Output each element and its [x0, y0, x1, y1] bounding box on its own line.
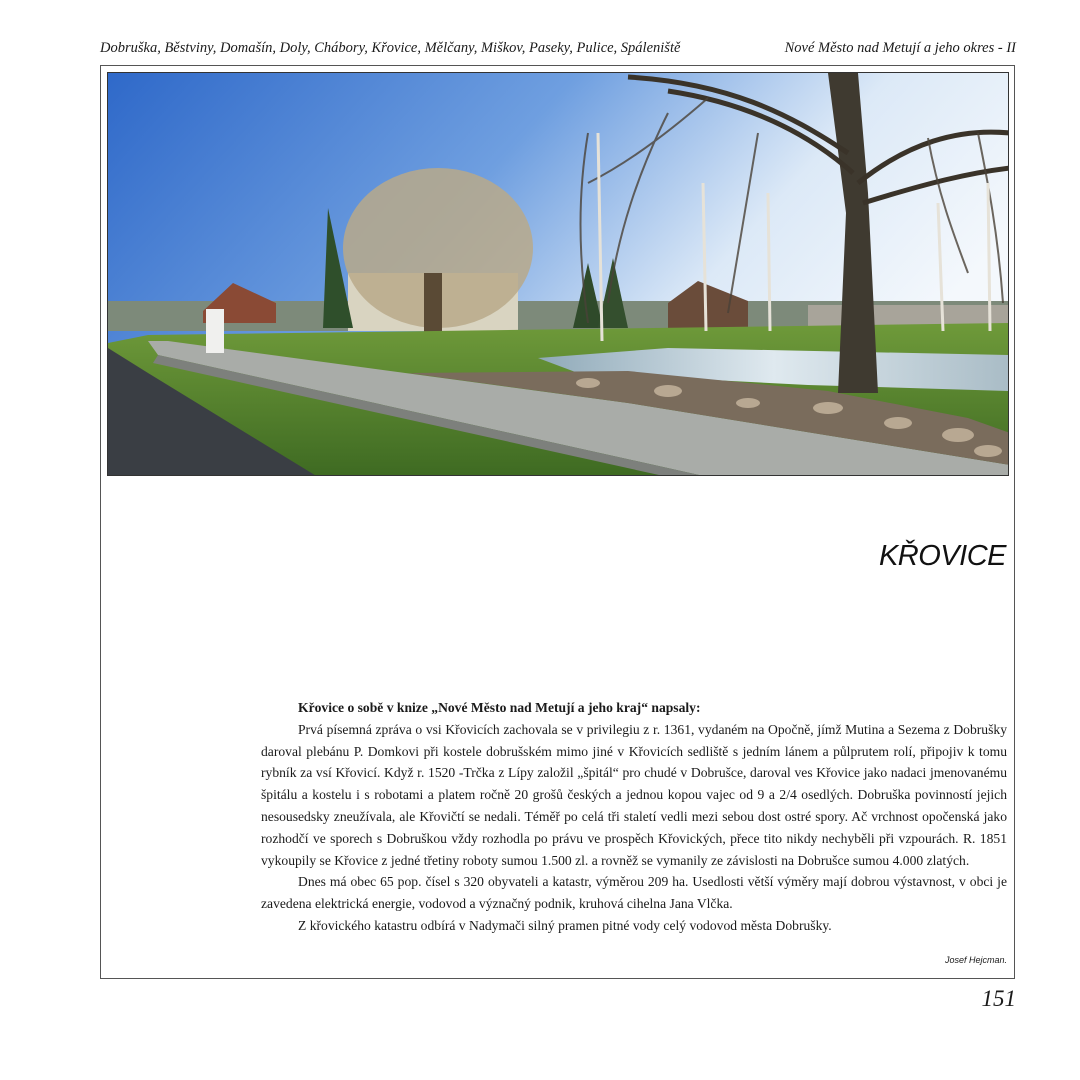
running-header-villages: Dobruška, Běstviny, Domašín, Doly, Chábory, Křovice, Mělčany, Miškov, Paseky, Pulice, Spáleniště — [100, 40, 681, 56]
article-text — [261, 697, 1007, 937]
running-header-book-title: Nové Město nad Metují a jeho okres - II — [784, 40, 1016, 56]
section-title: KŘOVICE — [878, 540, 1006, 572]
article-paragraph: Z křovického katastru odbírá v Nadymači silný pramen pitné vody celý vodovod města Dobrušky. — [298, 917, 832, 933]
page-number: 151 — [981, 986, 1016, 1011]
author-signature: Josef Hejcman. — [944, 955, 1007, 965]
article-paragraph: Prvá písemná zpráva o vsi Křovicích zachovala se v privilegiu z r. 1361, vydaném na Opočně, jímž Mutina a Sezema z Dobrušky daroval plebánu P. Domkovi při kostele dobrušském mimo jiné v Křovicích sedliště s jedním lánem a půlprutem rolí, připojiv k tomu rybník za vsí Křovicí. Když r. 1520 -Trčka z Lípy založil „špitál“ pro chudé v Dobrušce, daroval ves Křovice jako nadaci jmenovanému špitálu a kostelu i s robotami a platem ročně 20 grošů českých a jednou kopou vajec od 9 a 2/4 osedlých. Dobruška povinností jejich nesousedsky zneužívala, ale Křovičtí se nedali. Téměř po celá tři staletí vedli mezi sebou dost ostré spory. Ač vrchnost opočenská jako rozhodčí ve sporech s Dobruškou vždy rozhodla po právu ve prospěch Křovických, přece tito nikdy nechyběli při vzpourách. R. 1851 vykoupily se Křovice z jedné třetiny roboty sumou 1.500 zl. a rovněž se vymanily ze závislosti na Dobrušce sumou 4.000 zlatých. — [261, 721, 1007, 868]
village-landscape-photo — [107, 72, 1009, 476]
article-lead: Křovice o sobě v knize „Nové Město nad Metují a jeho kraj“ napsaly: — [298, 700, 701, 715]
article-paragraph: Dnes má obec 65 pop. čísel s 320 obyvateli a katastr, výměrou 209 ha. Usedlosti větší výměry mají dobrou výstavnost, v obci je zavedena elektrická energie, vodovod a význačný podnik, kruhová cihelna Jana Vlčka. — [261, 874, 1007, 912]
